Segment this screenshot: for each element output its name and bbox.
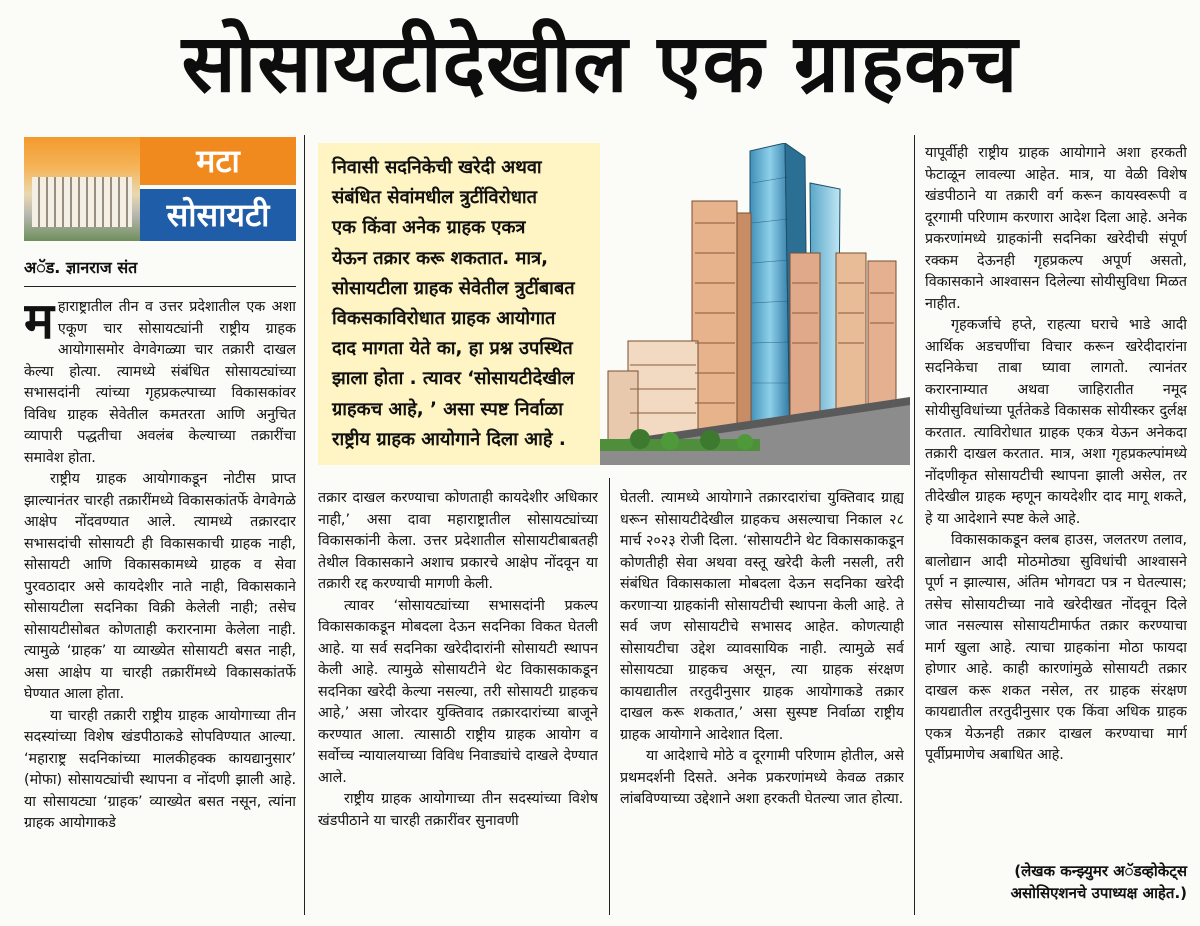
blurb-line: विकसकाविरोधात ग्राहक आयोगात xyxy=(332,308,556,330)
article-paragraph: तक्रार दाखल करण्याचा कोणताही कायदेशीर अधिकार नाही,’ असा दावा महाराष्ट्रातील सोसायट्यांच्या विकासकांनी केला. उत्तर प्रदेशातील सोसायटीबाबतही तेथील विकासकाने अशाच प्रकारचे आक्षेप नोंदवून या तक्रारी रद्द करण्याची मागणी केली. xyxy=(318,490,598,592)
article-paragraph: राष्ट्रीय ग्राहक आयोगाच्या तीन सदस्यांच्या विशेष खंडपीठाने या चारही तक्रारींवर सुनावणी xyxy=(318,791,598,829)
headline: सोसायटीदेखील एक ग्राहकच xyxy=(181,17,1019,110)
author-note: (लेखक कन्झ्युमर अॅडव्होकेट्स असोसिएशनचे उपाध्यक्ष आहेत.) xyxy=(1010,862,1187,902)
article-paragraph: यापूर्वीही राष्ट्रीय ग्राहक आयोगाने अशा हरकती फेटाळून लावल्या आहेत. मात्र, या वेळी विशेष खंडपीठाने या तक्रारी वर्ग करून कायस्वरूपी व दूरगामी परिणाम करणारा आदेश दिला आहे. अनेक प्रकरणांमध्ये ग्राहकांनी सदनिका खरेदीची संपूर्ण रक्कम देऊनही गृहप्रकल्प अपूर्ण असतो, विकासकाने आश्वासन दिलेल्या सोयीसुविधा मिळत नाहीत. xyxy=(925,145,1187,312)
article-column-3 xyxy=(620,488,904,918)
blurb-line: येऊन तक्रार करू शकतात. मात्र, xyxy=(332,247,549,269)
article-paragraph xyxy=(24,297,296,469)
article-column-1 xyxy=(24,297,296,917)
article-paragraph: घेतली. त्यामध्ये आयोगाने तक्रारदारांचा युक्तिवाद ग्राह्य धरून सोसायटीदेखील ग्राहकच असल्याचा निकाल २८ मार्च २०२३ रोजी दिला. ‘सोसायटीने थेट विकासकाकडून कोणतीही सेवा अथवा वस्तू खरेदी केली नसली, तरी संबंधित विकासकाला मोबदला देऊन सदनिका खरेदी करणाऱ्या ग्राहकांनी सोसायटीची स्थापना केली आहे. ते सर्व जण सोसायटीचे सभासद आहेत. कोणत्याही सोसायटीचा उद्देश व्यावसायिक नाही. त्यामुळे सर्व सोसायट्या ग्राहकच असून, त्या ग्राहक संरक्षण कायद्यातील तरतुदीनुसार ग्राहक आयोगाकडे तक्रार दाखल करू शकतात,’ असा सुस्पष्ट निर्वाळा राष्ट्रीय ग्राहक आयोगाने आदेशात दिला. xyxy=(620,490,904,743)
mata-society-logo xyxy=(24,137,296,241)
blurb-line: दाद मागता येते का, हा प्रश्न उपस्थित xyxy=(332,338,573,360)
logo-society-label: सोसायटी xyxy=(140,189,296,241)
article-paragraph: या आदेशाचे मोठे व दूरगामी परिणाम होतील, असे प्रथमदर्शनी दिसते. अनेक प्रकरणांमध्ये केवळ तक्रार लांबविण्याच्या उद्देशाने अशा हरकती घेतल्या जात होत्या. xyxy=(620,748,904,807)
blurb-line: एक किंवा अनेक ग्राहक एकत्र xyxy=(332,217,526,239)
paragraph-text: हाराष्ट्रातील तीन व उत्तर प्रदेशातील एक अशा एकूण चार सोसायट्यांनी राष्ट्रीय ग्राहक आयोगासमोर वेगवेगळ्या चार तक्रारी दाखल केल्या होत्या. त्यामध्ये संबंधित सोसायट्यांच्या सभासदांनी त्यांच्या गृहप्रकल्पाच्या विकासकांवर विविध ग्राहक सेवेतील कमतरता आणि अनुचित व्यापारी पद्धतीचा अवलंब केल्याच्या तक्रारींचा समावेश होता. xyxy=(24,299,296,466)
article-paragraph: या चारही तक्रारी राष्ट्रीय ग्राहक आयोगाच्या तीन सदस्यांच्या विशेष खंडपीठाकडे सोपविण्यात आल्या. ‘महाराष्ट्र सदनिकांच्या मालकीहक्क कायद्यानुसार’ (मोफा) सोसायट्यांची स्थापना व नोंदणी झाली आहे. या सोसायट्या ‘ग्राहक’ व्याख्येत बसत नसून, त्यांना ग्राहक आयोगाकडे xyxy=(24,707,296,831)
column-rule-1 xyxy=(304,135,305,915)
article-column-4 xyxy=(925,143,1187,859)
byline-rule xyxy=(24,286,296,287)
drop-cap: म xyxy=(24,297,54,350)
article-column-2 xyxy=(318,488,598,918)
article-paragraph: राष्ट्रीय ग्राहक आयोगाकडून नोटीस प्राप्त झाल्यानंतर चारही तक्रारींमध्ये विकासकांतर्फे वेगवेगळे आक्षेप नोंदवण्यात आले. त्यामध्ये तक्रारदार सभासदांची सोसायटी ही विकासकाची ग्राहक नाही, सोसायटी आणि विकासकामध्ये ग्राहक व सेवा पुरवठादार असे कायदेशीर नाते नाही, विकासकाने सोसायटीला सदनिका विक्री केलेली नाही; तसेच सोसायटीसोबत कोणताही करारनामा केलेला नाही. त्यामुळे ‘ग्राहक’ या व्याख्येत सोसायटी बसत नाही, असा आक्षेप या चारही तक्रारींमध्ये विकासकांतर्फे घेण्यात आला होता. xyxy=(24,471,296,702)
skyline-illustration xyxy=(600,143,910,465)
column-rule-3 xyxy=(914,135,915,915)
blurb-line: ग्राहकच आहे, ’ असा स्पष्ट निर्वाळा xyxy=(332,398,563,420)
article-paragraph: गृहकर्जाचे हप्ते, राहत्या घराचे भाडे आदी आर्थिक अडचणींचा विचार करून खरेदीदारांना सदनिकेचा ताबा घ्यावा लागतो. त्यानंतर करारनाम्यात अथवा जाहिरातीत नमूद सोयीसुविधांच्या पूर्ततेकडे विकासक सोयीस्कर दुर्लक्ष करतात. त्याविरोधात ग्राहक एकत्र येऊन अनेकदा तक्रारी दाखल करतात. मात्र, अशा गृहप्रकल्पांमध्ये नोंदणीकृत सोसायटीची स्थापना झाली असेल, तर तीदेखील ग्राहक म्हणून कायदेशीर दाद मागू शकते, हे या आदेशाने स्पष्ट केले आहे. xyxy=(925,317,1187,527)
blurb-line: राष्ट्रीय ग्राहक आयोगाने दिला आहे . xyxy=(332,428,566,450)
logo-mata-label: मटा xyxy=(140,137,296,185)
building-thumbnail xyxy=(24,137,140,241)
blurb-line: सोसायटीला ग्राहक सेवेतील त्रुटींबाबत xyxy=(332,277,575,299)
article-paragraph: त्यावर ‘सोसायट्यांच्या सभासदांनी प्रकल्प विकासकाकडून मोबदला देऊन सदनिका विकत घेतली आहे. या सर्व सदनिका खरेदीदारांनी सोसायटी स्थापन केली आहे. त्यामुळे सोसायटीने थेट विकासकाकडून सदनिका खरेदी केल्या नसल्या, तरी सोसायटी ग्राहकच आहे,’ असा जोरदार युक्तिवाद तक्रारदारांच्या बाजूने करण्यात आला. त्यासाठी राष्ट्रीय ग्राहक आयोग व सर्वोच्च न्यायालयाच्या विविध निवाड्यांचे दाखले देण्यात आले. xyxy=(318,597,598,786)
blurb-line: झाला होता . त्यावर ‘सोसायटीदेखील xyxy=(332,368,575,390)
article-paragraph: विकासकाकडून क्लब हाउस, जलतरण तलाव, बालोद्यान आदी मोठमोठ्या सुविधांची आश्वासने पूर्ण न झाल्यास, अंतिम भोगवटा पत्र न घेतल्यास; तसेच सोसायटीच्या नावे खरेदीखत नोंदवून दिले जात नसल्यास सोसायटीमार्फत तक्रार करण्याचा मार्ग खुला आहे. त्याचा ग्राहकांना मोठा फायदा होणार आहे. काही कारणांमुळे सोसायटी तक्रार दाखल करू शकत नसेल, तर ग्राहक संरक्षण कायद्यातील तरतुदीनुसार एक किंवा अधिक ग्राहक एकत्र येऊनही तक्रार दाखल करण्याचा मार्ग पूर्वीप्रमाणेच अबाधित आहे. xyxy=(925,532,1187,763)
column-rule-2 xyxy=(609,478,610,915)
byline: अॅड. ज्ञानराज संत xyxy=(24,258,138,277)
blurb-line: संबंधित सेवांमधील त्रुटींविरोधात xyxy=(332,187,537,209)
blurb-line: निवासी सदनिकेची खरेदी अथवा xyxy=(332,157,542,178)
highlight-blurb xyxy=(318,143,622,465)
